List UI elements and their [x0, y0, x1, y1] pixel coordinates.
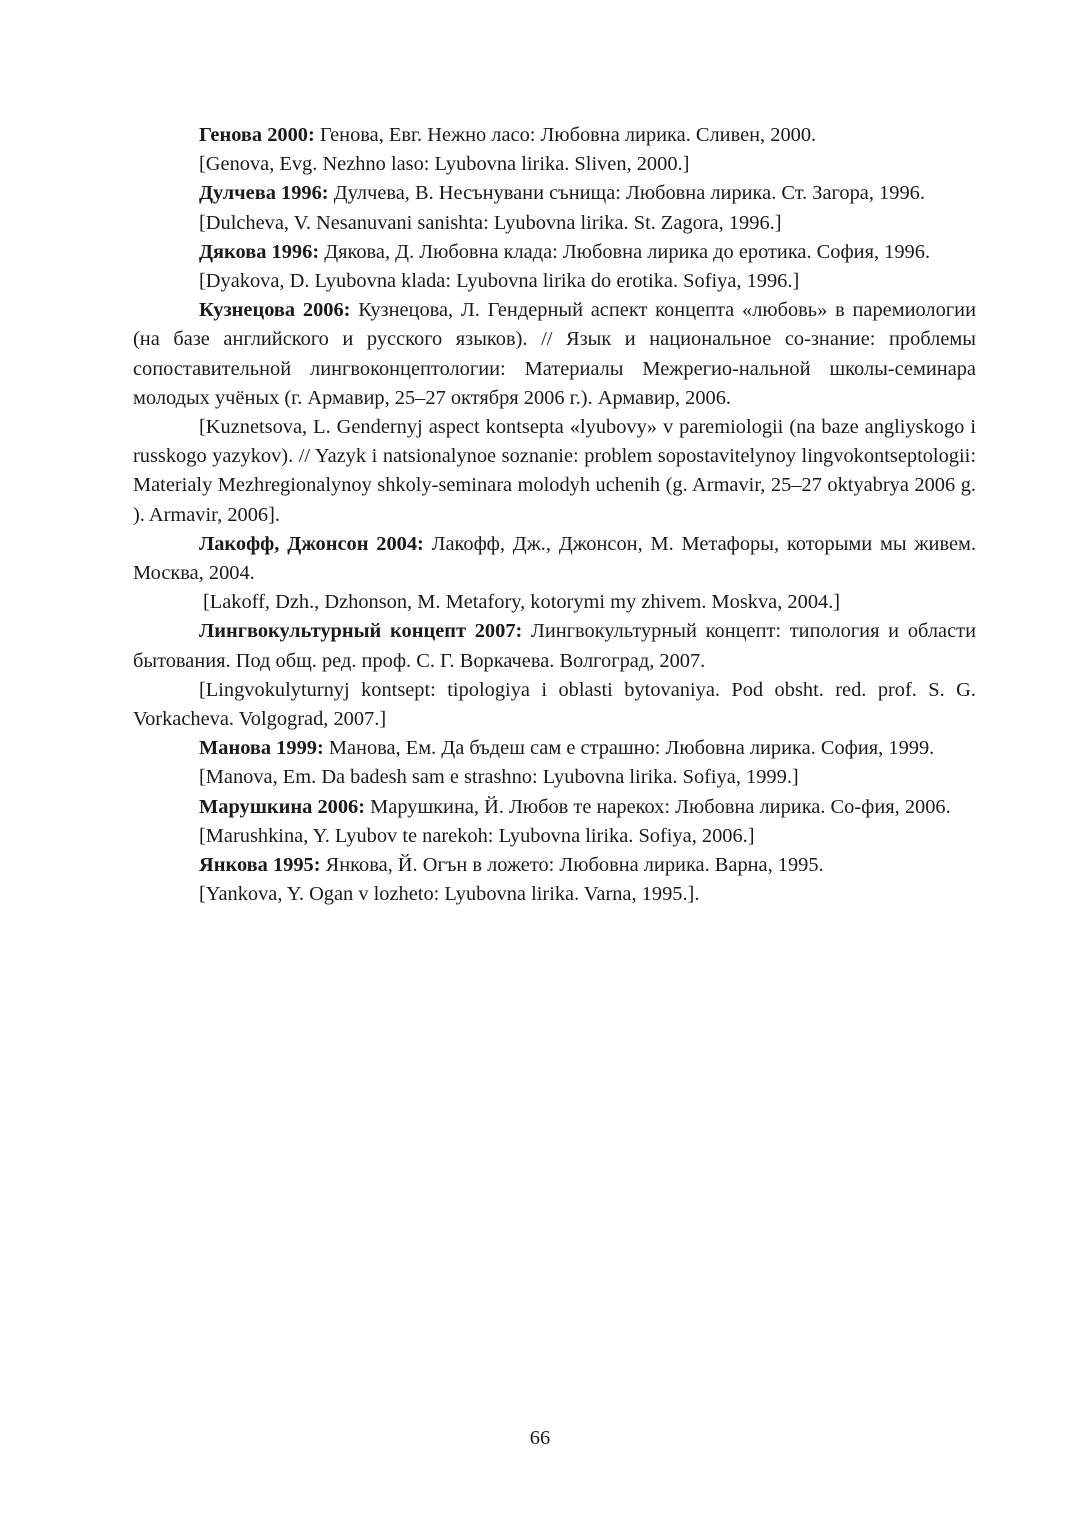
entry-text: Марушкина, Й. Любов те нарекох: Любовна лирика. Со-фия, 2006.: [365, 795, 951, 818]
bibliography-entry: [133, 793, 976, 822]
entry-key: Лакофф, Джонсон 2004:: [199, 532, 424, 555]
entry-transliteration: [Dulcheva, V. Nesanuvani sanishta: Lyubovna lirika. St. Zagora, 1996.]: [199, 211, 782, 234]
entry-transliteration: [Kuznetsova, L. Gendernyj aspect kontsepta «lyubovy» v paremiologii (na baze angliyskogo i russkogo yazykov). // Yazyk i natsionalynoe soznanie: problem sopostavitelynoy lingvokontseptologii: Materialy Mezhregionalynoy shkoly-seminara molodyh uchenih (g. Armavir, 25–27 oktyabrya 2006 g. ). Armavir, 2006].: [133, 416, 976, 526]
entry-text: Дякова, Д. Любовна клада: Любовна лирика до еротика. София, 1996.: [319, 240, 931, 263]
entry-key: Генова 2000:: [199, 124, 315, 146]
entry-key: Янкова 1995:: [199, 854, 321, 877]
entry-text: Генова, Евг. Нежно ласо: Любовна лирика. Сливен, 2000.: [314, 124, 817, 146]
entry-transliteration: [Genova, Evg. Nezhno laso: Lyubovna lirika. Sliven, 2000.]: [199, 153, 690, 176]
entry-text: Кузнецова, Л. Гендерный аспект концепта «любовь» в паремиологии (на базе английского и русского языков). // Язык и национальное со-знание: проблемы сопоставительной лингвоконцептологии: Материалы Межрегио-нальной школы-семинара молодых учёных (г. Армавир, 25–27 октября 2006 г.). Армавир, 2006.: [133, 299, 976, 409]
entry-key: Лингвокультурный концепт 2007:: [199, 620, 523, 643]
entry-transliteration: [Lingvokulyturnyj kontsept: tipologiya i oblasti bytovaniya. Pod obsht. red. prof. S. G. Vorkacheva. Volgograd, 2007.]: [133, 678, 976, 731]
entry-key: Кузнецова 2006:: [199, 299, 351, 322]
entry-transliteration: [Marushkina, Y. Lyubov te narekoh: Lyubovna lirika. Sofiya, 2006.]: [199, 824, 755, 847]
entry-key: Манова 1999:: [199, 737, 324, 760]
entry-key: Дякова 1996:: [199, 240, 320, 263]
entry-key: Марушкина 2006:: [199, 795, 366, 818]
bibliography-entry: [133, 851, 976, 880]
entry-text: Лакофф, Дж., Джонсон, М. Метафоры, которыми мы живем. Москва, 2004.: [133, 532, 976, 585]
bibliography-entry: [133, 121, 976, 150]
bibliography-list: [133, 121, 976, 909]
entry-key: Дулчева 1996:: [199, 182, 329, 205]
entry-transliteration: [Yankova, Y. Ogan v lozheto: Lyubovna lirika. Varna, 1995.].: [199, 883, 700, 906]
bibliography-entry: [133, 179, 976, 208]
bibliography-entry: [133, 530, 976, 588]
entry-transliteration: [Lakoff, Dzh., Dzhonson, M. Metafory, kotorymi my zhivem. Moskva, 2004.]: [203, 591, 841, 614]
entry-text: Дулчева, В. Несънувани сънища: Любовна лирика. Ст. Загора, 1996.: [328, 182, 925, 205]
bibliography-entry: [133, 238, 976, 267]
entry-text: Манова, Ем. Да бъдеш сам е страшно: Любовна лирика. София, 1999.: [323, 737, 935, 760]
entry-text: Лингвокультурный концепт: типология и области бытования. Под общ. ред. проф. С. Г. Воркачева. Волгоград, 2007.: [133, 620, 976, 672]
page-number: 66: [529, 1427, 551, 1449]
entry-transliteration: [Dyakova, D. Lyubovna klada: Lyubovna lirika do erotika. Sofiya, 1996.]: [199, 270, 800, 293]
bibliography-entry: [133, 296, 976, 413]
entry-transliteration: [Manova, Em. Da badesh sam e strashno: Lyubovna lirika. Sofiya, 1999.]: [199, 766, 799, 789]
bibliography-entry: [133, 734, 976, 763]
bibliography-entry: [133, 617, 976, 675]
entry-text: Янкова, Й. Огън в ложето: Любовна лирика. Варна, 1995.: [320, 854, 824, 877]
